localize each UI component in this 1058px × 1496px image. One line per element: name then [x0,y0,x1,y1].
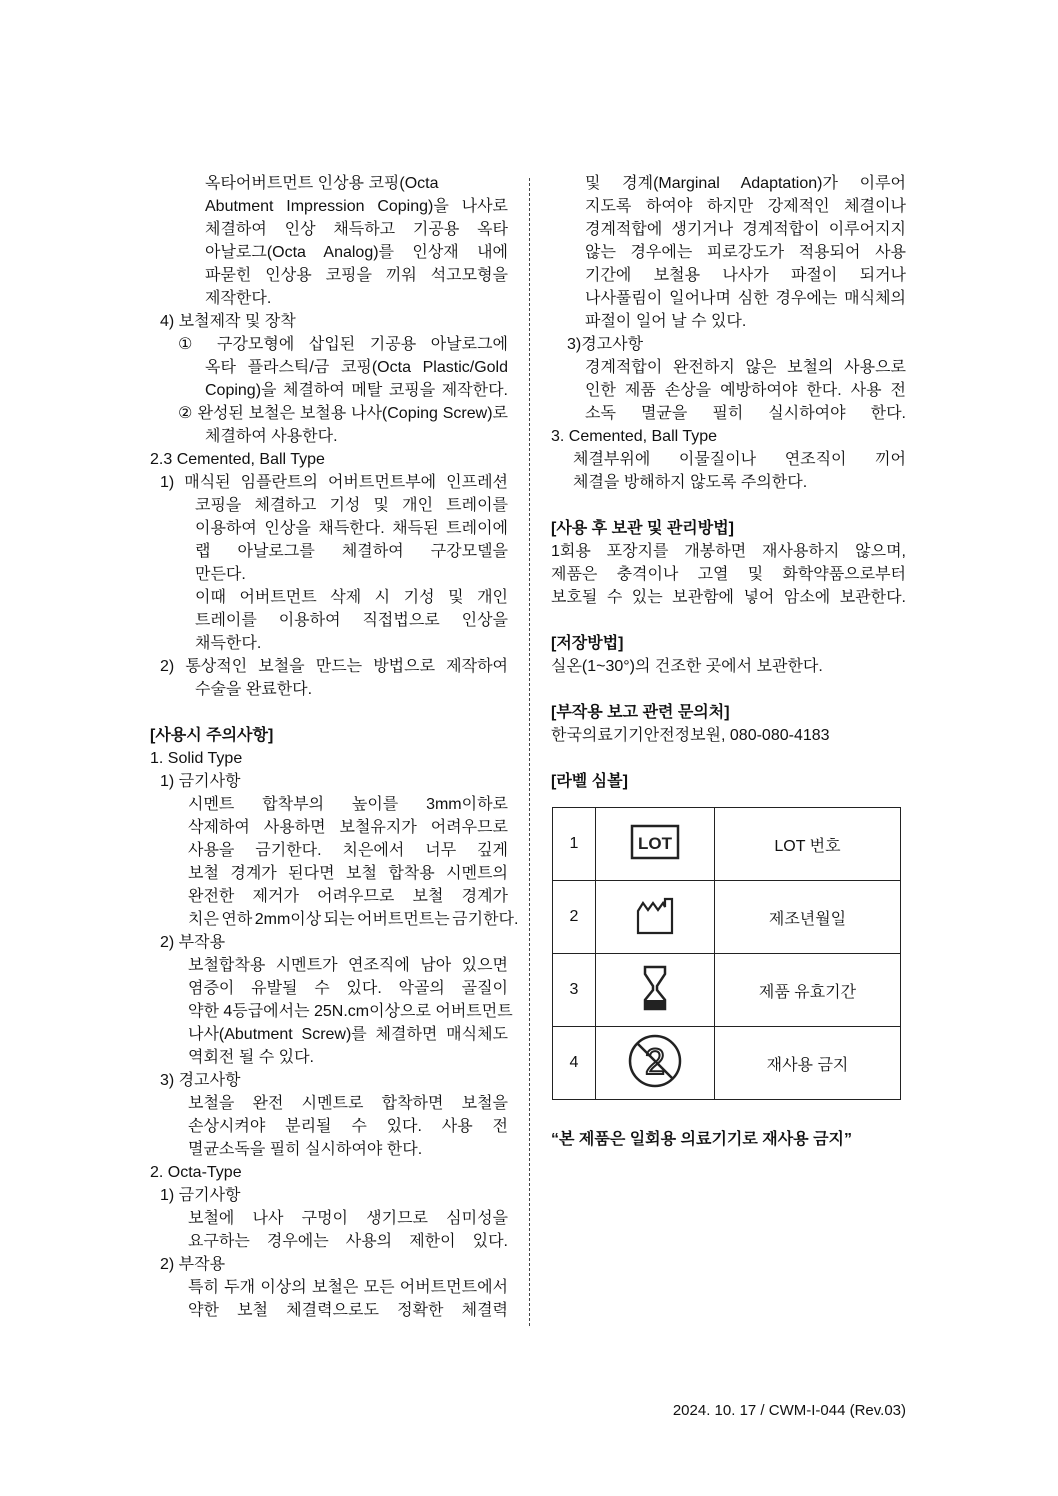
symbol-number: 3 [553,954,596,1027]
symbol-number: 4 [553,1027,596,1100]
text-line: 멸균소독을 필히 실시하여야 한다. [188,1141,423,1158]
text-line: 3) 경고사항 [160,1072,241,1089]
svg-text:2: 2 [644,1040,666,1082]
text-line: 및 경계(Marginal Adaptation)가 이루어 [585,175,906,192]
text-line: 경계적합에 생기거나 경계적합이 이루어지지 [585,221,906,238]
text-line: 나사(Abutment Screw)를 체결하면 매식체도 [188,1026,508,1043]
text-line: 손상시켜야 분리될 수 있다. 사용 전 [188,1118,508,1135]
label-symbol-table [552,807,901,1100]
text-line: 특히 두개 이상의 보철은 모든 어버트먼트에서 [188,1279,508,1296]
text-line: 옥타 플라스틱/금 코핑(Octa Plastic/Gold [205,359,508,376]
do-not-reuse-icon [627,1033,683,1089]
symbol-label: 제조년월일 [715,881,901,954]
text-line: 보철에 나사 구멍이 생기므로 심미성을 [188,1210,508,1227]
text-line: 랩 아날로그를 체결하여 구강모델을 [195,543,508,560]
symbol-label: 제품 유효기간 [715,954,901,1027]
symbol-label: LOT 번호 [715,808,901,881]
text-line: 보철합착용 시멘트가 연조직에 남아 있으면 [188,957,508,974]
text-line: 약한 4등급에서는 25N.cm이상으로 어버트먼트 [188,1003,513,1020]
text-line: 파절이 일어 날 수 있다. [585,313,747,330]
text-line: 보철을 완전 시멘트로 합착하면 보철을 [188,1095,508,1112]
table-row [553,808,901,881]
text-line: 4) 보철제작 및 장착 [160,313,296,330]
table-row [553,881,901,954]
text-line: 2) 통상적인 보철을 만드는 방법으로 제작하여 [160,658,508,675]
text-line: 시멘트 합착부의 높이를 3mm이하로 [188,796,508,813]
section-heading: [저장방법] [551,635,624,652]
text-line: 체결을 방해하지 않도록 주의한다. [573,474,808,491]
text-line: 보호될 수 있는 보관함에 넣어 암소에 보관한다. [551,589,906,606]
table-row [553,1027,901,1100]
table-row [553,954,901,1027]
text-line: 트레이를 이용하여 직접법으로 인상을 [195,612,508,629]
text-line: ① 구강모형에 삽입된 기공용 아날로그에 [178,336,508,353]
document-footer: 2024. 10. 17 / CWM-I-044 (Rev.03) [672,1402,906,1419]
text-line: 보철 경계가 된다면 보철 합착용 시멘트의 [188,865,508,882]
text-line: 코핑을 체결하고 기성 및 개인 트레이를 [195,497,508,514]
text-line: 2. Octa-Type [150,1164,242,1181]
text-line: 제작한다. [205,290,272,307]
section-heading: [사용시 주의사항] [150,727,274,744]
text-line: 소독 멸균을 필히 실시하여야 한다. [585,405,906,422]
text-line: 요구하는 경우에는 사용의 제한이 있다. [188,1233,508,1250]
text-line: 역회전 될 수 있다. [188,1049,314,1066]
text-line: Coping)을 체결하여 메탈 코핑을 제작한다. [205,382,508,399]
text-line: 않는 경우에는 피로강도가 적용되어 사용 [585,244,906,261]
text-line: 인한 제품 손상을 예방하여야 한다. 사용 전 [585,382,906,399]
column-divider [529,178,530,1326]
text-line: 1. Solid Type [150,750,243,767]
section-heading: [부작용 보고 관련 문의처] [551,704,730,721]
text-line: 파묻힌 인상용 코핑을 끼워 석고모형을 [205,267,508,284]
text-line: 옥타어버트먼트 인상용 코핑(Octa [205,175,439,192]
text-line: 만든다. [195,566,246,583]
text-line: 실온(1~30°)의 건조한 곳에서 보관한다. [551,658,823,675]
single-use-notice: “본 제품은 일회용 의료기기로 재사용 금지” [551,1131,852,1148]
text-line: 한국의료기기안전정보원, 080-080-4183 [551,727,830,744]
text-line: ② 완성된 보철은 보철용 나사(Coping Screw)로 [178,405,508,422]
text-line: 1회용 포장지를 개봉하면 재사용하지 않으며, [551,543,906,560]
section-heading: [사용 후 보관 및 관리방법] [551,520,734,537]
text-line: 사용을 금기한다. 치은에서 너무 깊게 [188,842,508,859]
text-line: 2.3 Cemented, Ball Type [150,451,325,468]
text-line: 체결하여 인상 채득하고 기공용 옥타 [205,221,508,238]
text-line: 지도록 하여야 하지만 강제적인 체결이나 [585,198,906,215]
lot-icon [630,824,680,860]
svg-text:LOT: LOT [638,833,672,853]
text-line: 삭제하여 사용하면 보철유지가 어려우므로 [188,819,508,836]
text-line: 수술을 완료한다. [195,681,313,698]
text-line: 염증이 유발될 수 있다. 악골의 골질이 [188,980,508,997]
text-line: 아날로그(Octa Analog)를 인상재 내에 [205,244,508,261]
text-line: Abutment Impression Coping)을 나사로 [205,198,508,215]
text-line: 1) 매식된 임플란트의 어버트먼트부에 인프레션 [160,474,508,491]
text-line: 1) 금기사항 [160,1187,241,1204]
text-line: 2) 부작용 [160,934,226,951]
text-line: 2) 부작용 [160,1256,226,1273]
symbol-number: 2 [553,881,596,954]
text-line: 체결하여 사용한다. [205,428,338,445]
symbol-number: 1 [553,808,596,881]
text-line: 기간에 보철용 나사가 파절이 되거나 [585,267,906,284]
symbol-label: 재사용 금지 [715,1027,901,1100]
text-line: 완전한 제거가 어려우므로 보철 경계가 [188,888,508,905]
text-line: 나사풀림이 일어나며 심한 경우에는 매식체의 [585,290,906,307]
text-line: 치은 연하 2mm이상 되는 어버트먼트는 금기한다. [188,911,519,928]
text-line: 1) 금기사항 [160,773,241,790]
text-line: 체결부위에 이물질이나 연조직이 끼어 [573,451,906,468]
text-line: 제품은 충격이나 고열 및 화학약품으로부터 [551,566,906,583]
text-line: 채득한다. [195,635,262,652]
text-line: 3. Cemented, Ball Type [551,428,718,445]
expiry-hourglass-icon [642,965,668,1011]
text-line: 약한 보철 체결력으로도 정확한 체결력 [188,1302,508,1319]
section-heading: [라벨 심볼] [551,773,628,790]
manufacture-date-icon [635,895,675,935]
text-line: 이용하여 인상을 채득한다. 채득된 트레이에 [195,520,508,537]
text-line: 이때 어버트먼트 삭제 시 기성 및 개인 [195,589,508,606]
text-line: 경계적합이 완전하지 않은 보철의 사용으로 [585,359,906,376]
text-line: 3)경고사항 [567,336,644,353]
